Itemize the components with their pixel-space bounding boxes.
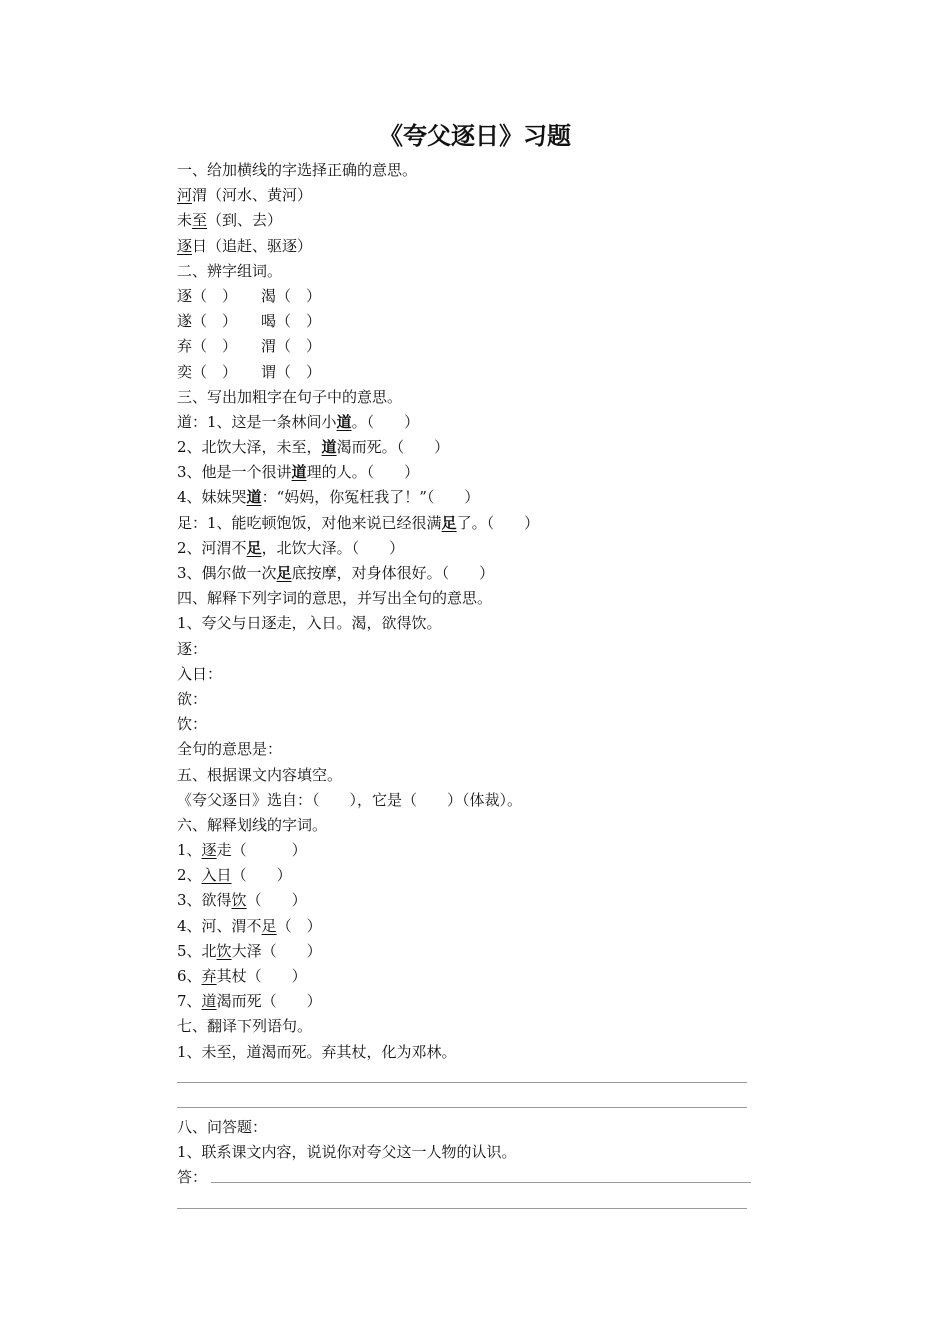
s6-item-3: 3、欲得饮（ ） bbox=[177, 891, 307, 910]
s2-row-1: 逐（ ） 渴（ ） bbox=[177, 286, 322, 305]
answer-line-3[interactable] bbox=[211, 1182, 751, 1183]
s6-item-6: 6、弃其杖（ ） bbox=[177, 967, 307, 985]
answer-line-2[interactable] bbox=[177, 1107, 747, 1108]
section-8 bbox=[177, 1115, 757, 1191]
s2-row-2: 遂（ ） 喝（ ） bbox=[177, 312, 322, 331]
s5-fill-text: 《夸父逐日》选自：（ ），它是（ ）（体裁）。 bbox=[177, 790, 523, 809]
s8-question: 1、联系课文内容，说说你对夸父这一人物的认识。 bbox=[177, 1143, 517, 1162]
section-5-heading: 五、根据课文内容填空。 bbox=[177, 765, 343, 784]
s2-row-3: 弃（ ） 渭（ ） bbox=[177, 337, 322, 356]
worksheet-content bbox=[177, 158, 757, 1065]
s2-row-4: 奕（ ） 谓（ ） bbox=[177, 362, 322, 381]
s8-answer-row bbox=[177, 1165, 757, 1190]
s1-item-2: 未至（到、去） bbox=[177, 211, 283, 230]
s3-zu-2: 2、河渭不足，北饮大泽。（ ） bbox=[177, 538, 405, 557]
s4-word-3: 欲： bbox=[177, 689, 208, 708]
s3-zu-1: 足：1、能吃顿饱饭，对他来说已经很满足了。（ ） bbox=[177, 513, 540, 532]
section-1-heading: 一、给加横线的字选择正确的意思。 bbox=[177, 161, 418, 179]
s4-word-1: 逐： bbox=[177, 639, 208, 658]
s7-sentence: 1、未至，道渴而死。弃其杖，化为邓林。 bbox=[177, 1042, 457, 1061]
s3-dao-1: 道：1、这是一条林间小道。（ ） bbox=[177, 412, 420, 431]
s3-zu-3: 3、偶尔做一次足底按摩，对身体很好。（ ） bbox=[177, 564, 495, 582]
answer-label: 答： bbox=[177, 1168, 208, 1187]
s6-item-2: 2、入日（ ） bbox=[177, 866, 292, 885]
s1-item-3: 逐日（追赶、驱逐） bbox=[177, 236, 313, 255]
s3-dao-3: 3、他是一个很讲道理的人。（ ） bbox=[177, 463, 420, 482]
section-8-heading: 八、问答题： bbox=[177, 1118, 268, 1136]
s4-sentence: 1、夸父与日逐走，入日。渴，欲得饮。 bbox=[177, 614, 442, 633]
s6-item-1: 1、逐走（ ） bbox=[177, 841, 307, 860]
section-2-heading: 二、辨字组词。 bbox=[177, 261, 283, 280]
s6-item-4: 4、河、渭不足（ ） bbox=[177, 916, 322, 935]
section-6-heading: 六、解释划线的字词。 bbox=[177, 815, 328, 834]
s4-word-4: 饮： bbox=[177, 715, 208, 734]
s6-item-7: 7、道渴而死（ ） bbox=[177, 992, 322, 1011]
answer-line-4[interactable] bbox=[177, 1208, 747, 1209]
s6-item-5: 5、北饮大泽（ ） bbox=[177, 941, 322, 960]
section-7-heading: 七、翻译下列语句。 bbox=[177, 1017, 313, 1036]
s1-item-1: 河渭（河水、黄河） bbox=[177, 186, 313, 205]
s4-word-2: 入日： bbox=[177, 664, 223, 683]
page-title: 《夸父逐日》习题 bbox=[379, 122, 571, 150]
section-4-heading: 四、解释下列字词的意思，并写出全句的意思。 bbox=[177, 589, 493, 608]
s3-dao-4: 4、妹妹哭道：“妈妈，你冤枉我了！”（ ） bbox=[177, 488, 480, 507]
s4-whole-meaning: 全句的意思是： bbox=[177, 740, 283, 759]
section-3-heading: 三、写出加粗字在句子中的意思。 bbox=[177, 387, 403, 406]
s3-dao-2: 2、北饮大泽，未至，道渴而死。（ ） bbox=[177, 438, 450, 457]
answer-line-1[interactable] bbox=[177, 1082, 747, 1083]
